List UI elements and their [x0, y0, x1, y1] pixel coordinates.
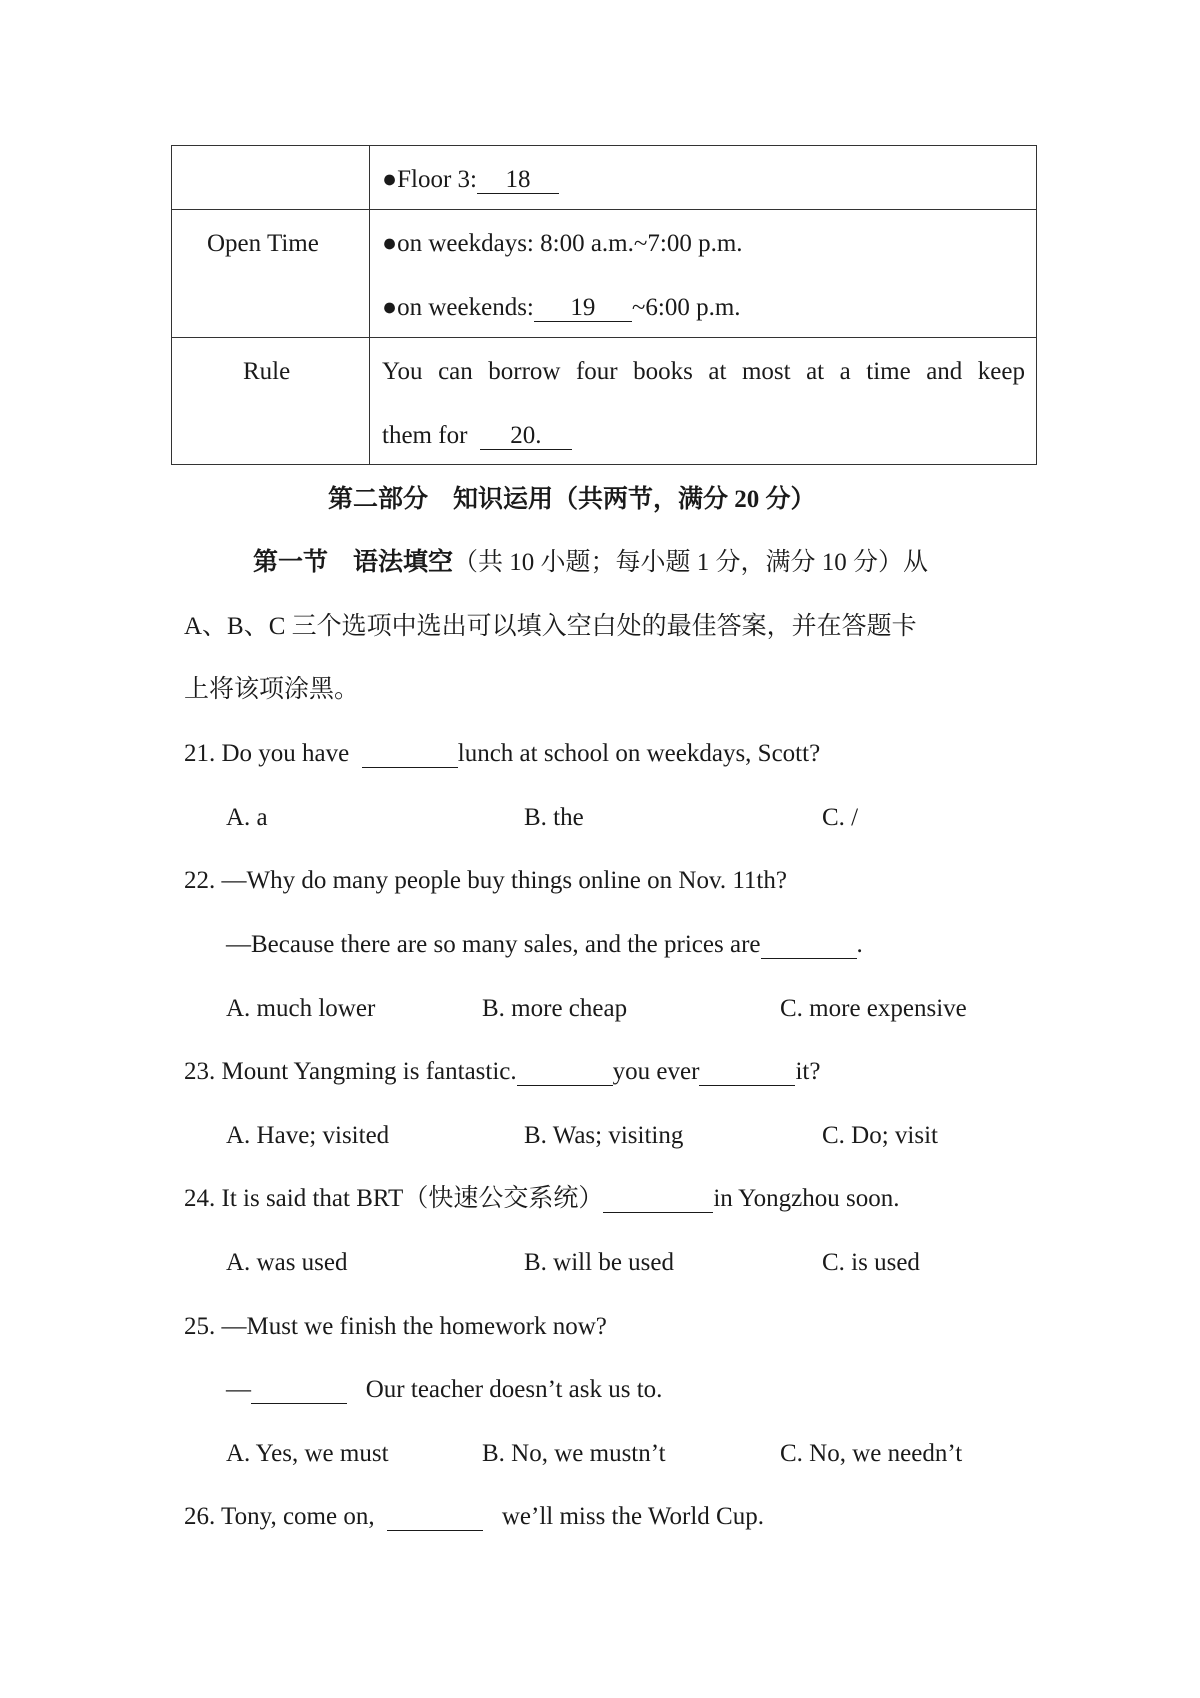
table-border: [171, 145, 1037, 146]
table-border: [1036, 145, 1037, 465]
blank-18: 18: [477, 167, 559, 194]
q22-option-a: A. much lower: [226, 995, 376, 1022]
section-title: 第二部分 知识运用（共两节，满分 20 分）: [328, 486, 816, 513]
q21-stem-end: lunch at school on weekdays, Scott?: [457, 740, 821, 767]
q23-stem-start: 23. Mount Yangming is fantastic.: [184, 1058, 517, 1085]
q24-option-a: A. was used: [226, 1249, 348, 1276]
weekdays-hours: ●on weekdays: 8:00 a.m.~7:00 p.m.: [382, 230, 743, 257]
q24-option-b: B. will be used: [524, 1249, 674, 1276]
q22-option-b: B. more cheap: [482, 995, 628, 1022]
q25-option-b: B. No, we mustn’t: [482, 1440, 666, 1467]
q21-blank: [362, 741, 458, 768]
q23-option-b: B. Was; visiting: [524, 1122, 684, 1149]
question-26: [184, 1504, 764, 1531]
rule-text-line2: [382, 423, 572, 450]
q24-stem-start: 24. It is said that BRT（快速公交系统）: [184, 1185, 604, 1212]
rule-label: Rule: [243, 358, 291, 385]
floor3-label: ●Floor 3:: [382, 166, 477, 193]
q21-stem-start: 21. Do you have: [184, 740, 350, 767]
weekends-close-time: ~6:00 p.m.: [631, 294, 741, 321]
blank-19: 19: [534, 295, 632, 322]
q23-option-c: C. Do; visit: [822, 1122, 938, 1149]
q23-stem-mid: you ever: [612, 1058, 700, 1085]
table-border: [171, 209, 1037, 210]
q26-stem-start: 26. Tony, come on,: [184, 1503, 375, 1530]
instruction-line1: [253, 550, 928, 575]
table-border: [171, 337, 1037, 338]
q25-blank: [251, 1377, 347, 1404]
q26-stem-end: we’ll miss the World Cup.: [501, 1503, 764, 1530]
instruction-line3: 上将该项涂黑。: [184, 676, 360, 703]
q22-blank: [761, 932, 857, 959]
instruction-line2: A、B、C 三个选项中选出可以填入空白处的最佳答案，并在答题卡: [184, 613, 917, 640]
q25-line2: [226, 1377, 662, 1404]
q22-stem: —Because there are so many sales, and the prices are: [226, 931, 761, 958]
q24-option-c: C. is used: [822, 1249, 920, 1276]
question-22: 22. —Why do many people buy things online on Nov. 11th?: [184, 867, 787, 894]
q23-stem-end: it?: [795, 1058, 821, 1085]
q23-blank-2: [699, 1059, 795, 1086]
floor3-entry: [382, 167, 559, 194]
table-border: [171, 464, 1037, 465]
question-21: [184, 741, 820, 768]
open-time-label: Open Time: [207, 230, 319, 257]
q23-blank-1: [517, 1059, 613, 1086]
rule-prefix: them for: [382, 422, 468, 449]
table-border: [171, 145, 172, 465]
instruction-rest: （共 10 小题；每小题 1 分，满分 10 分）从: [453, 549, 929, 576]
q21-option-b: B. the: [524, 804, 584, 831]
q22-line2: [226, 932, 863, 959]
question-25: 25. —Must we finish the homework now?: [184, 1313, 607, 1340]
q21-option-c: C. /: [822, 804, 859, 831]
q24-stem-end: in Yongzhou soon.: [713, 1185, 900, 1212]
q22-option-c: C. more expensive: [780, 995, 967, 1022]
weekends-hours: [382, 295, 741, 322]
q25-dash: —: [226, 1376, 251, 1403]
q21-option-a: A. a: [226, 804, 268, 831]
q25-option-c: C. No, we needn’t: [780, 1440, 963, 1467]
q25-stem-end: Our teacher doesn’t ask us to.: [365, 1376, 663, 1403]
blank-20: 20.: [480, 423, 572, 450]
weekends-label: ●on weekends:: [382, 294, 534, 321]
question-24: [184, 1186, 899, 1213]
q25-option-a: A. Yes, we must: [226, 1440, 389, 1467]
table-border: [369, 145, 370, 465]
rule-text-line1: You can borrow four books at most at a time and keep: [382, 358, 1025, 385]
instruction-lead: 第一节 语法填空: [253, 549, 454, 576]
question-23: [184, 1059, 820, 1086]
q23-option-a: A. Have; visited: [226, 1122, 390, 1149]
q26-blank: [387, 1504, 483, 1531]
q24-blank: [603, 1186, 713, 1213]
q22-period: .: [856, 931, 863, 958]
